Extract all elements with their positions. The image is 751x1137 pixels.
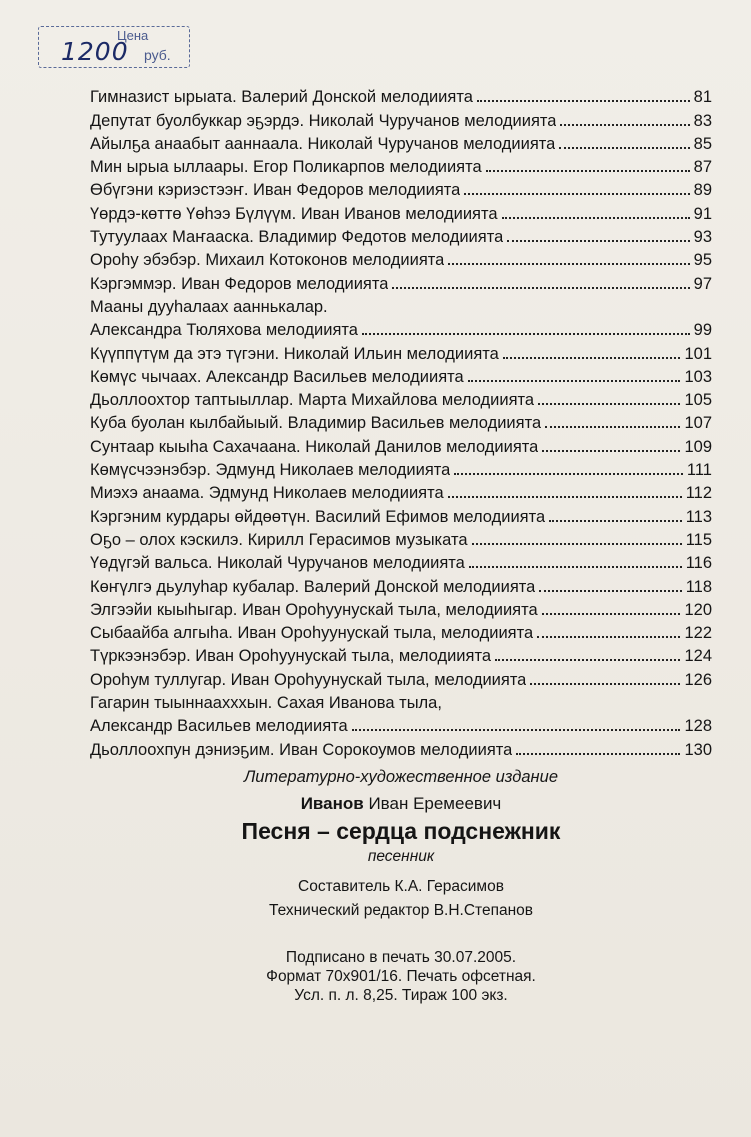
toc-entry-page: 91 — [693, 204, 712, 223]
signed-to-print: Подписано в печать 30.07.2005. — [285, 949, 517, 966]
price-stamp — [38, 26, 190, 68]
toc-entry-page: 105 — [684, 391, 712, 410]
toc-entry — [90, 736, 712, 759]
toc-entry — [90, 387, 712, 410]
toc-entry-title: Миэхэ анаама. Эдмунд Николаев мелодиията — [90, 484, 444, 503]
toc-entry-page: 103 — [684, 367, 712, 386]
toc-entry-title: Кэргэним курдары өйдөөтүн. Василий Ефимов мелодиията — [90, 507, 546, 526]
toc-entry-page: 124 — [684, 647, 712, 666]
toc-leader-dots — [472, 543, 682, 545]
toc-leader-dots — [464, 193, 689, 195]
toc-entry-title: Кэргэммэр. Иван Федоров мелодиията — [90, 274, 389, 293]
toc-entry — [90, 503, 712, 526]
toc-entry-page: 93 — [693, 228, 712, 247]
toc-entry — [90, 620, 712, 643]
toc-entry — [90, 131, 712, 154]
book-title: Песня – сердца подснежник — [241, 818, 561, 844]
toc-leader-dots — [362, 333, 690, 335]
toc-entry-title: Тутуулаах Маҥааска. Владимир Федотов мелодиията — [90, 228, 504, 247]
toc-entry-title: Көҥүлгэ дьулуһар кубалар. Валерий Донской мелодиията — [90, 577, 536, 596]
toc-entry — [90, 480, 712, 503]
toc-entry-page: 126 — [684, 670, 712, 689]
toc-leader-dots — [352, 729, 681, 731]
toc-leader-dots — [468, 380, 681, 382]
toc-leader-dots — [392, 287, 689, 289]
toc-entry — [90, 527, 712, 550]
toc-entry-page: 109 — [684, 437, 712, 456]
toc-entry — [90, 84, 712, 107]
toc-entry-title: Сыбаайба алгыһа. Иван Ороһуунускай тыла, мелодиията — [90, 624, 534, 643]
toc-entry-page: 83 — [693, 111, 712, 130]
toc-entry — [90, 247, 712, 270]
toc-entry-title: Өбүгэни кэриэстээҥ. Иван Федоров мелодиията — [90, 181, 461, 200]
toc-entry-title: Үөрдэ-көттө Үөһээ Бүлүүм. Иван Иванов мелодиията — [90, 204, 498, 223]
toc-leader-dots — [495, 659, 680, 661]
toc-entry-page: 97 — [693, 274, 712, 293]
toc-entry-title: Көмүсчээнэбэр. Эдмунд Николаев мелодиията — [90, 461, 451, 480]
toc-entry-page: 115 — [685, 530, 712, 549]
toc-entry-page: 122 — [684, 624, 712, 643]
toc-entry — [90, 364, 712, 387]
toc-entry — [90, 107, 712, 130]
toc-leader-dots — [486, 170, 690, 172]
toc-entry-title: Көмүс чычаах. Александр Васильев мелодиията — [90, 367, 464, 386]
toc-entry — [90, 666, 712, 689]
toc-leader-dots — [537, 636, 680, 638]
toc-entry — [90, 690, 712, 713]
toc-entry — [90, 294, 712, 317]
tech-editor-credit: Технический редактор В.Н.Степанов — [269, 902, 533, 919]
toc-entry-page: 130 — [684, 740, 712, 759]
toc-entry-page: 118 — [685, 577, 712, 596]
print-format: Формат 70х901/16. Печать офсетная. — [266, 968, 536, 985]
toc-entry-title: Элгээйи кыыһыгар. Иван Ороһуунускай тыла, мелодиията — [90, 600, 538, 619]
toc-entry-page: 128 — [684, 717, 712, 736]
toc-leader-dots — [469, 566, 682, 568]
toc-leader-dots — [542, 613, 681, 615]
toc-entry — [90, 457, 712, 480]
toc-entry — [90, 643, 712, 666]
toc-leader-dots — [545, 426, 680, 428]
toc-entry-title: Сунтаар кыыһа Сахачаана. Николай Данилов мелодиията — [90, 437, 539, 456]
toc-entry-title: Айылҕа анаабыт ааннаала. Николай Чуручанов мелодиията — [90, 134, 556, 153]
toc-entry — [90, 573, 712, 596]
toc-entry — [90, 177, 712, 200]
author-name — [90, 794, 712, 814]
toc-leader-dots — [448, 496, 682, 498]
print-volume: Усл. п. л. 8,25. Тираж 100 экз. — [294, 987, 508, 1004]
toc-entry — [90, 154, 712, 177]
toc-entry-title: Дьоллоохтор таптыыллар. Марта Михайлова мелодиията — [90, 391, 535, 410]
toc-leader-dots — [503, 357, 681, 359]
toc-entry-page: 101 — [684, 344, 712, 363]
toc-leader-dots — [448, 263, 689, 265]
toc-leader-dots — [560, 124, 689, 126]
toc-entry-page: 89 — [693, 181, 712, 200]
toc-entry-title: Гагарин тыыннаахххын. Сахая Иванова тыла, — [90, 694, 442, 713]
toc-entry — [90, 433, 712, 456]
toc-leader-dots — [542, 450, 680, 452]
toc-entry — [90, 340, 712, 363]
price-unit: руб. — [144, 47, 171, 63]
toc-entry-page: 111 — [686, 461, 712, 480]
toc-entry-title: Депутат буолбуккар эҕэрдэ. Николай Чуручанов мелодиията — [90, 111, 557, 130]
toc-leader-dots — [559, 147, 689, 149]
toc-entry-title: Дьоллоохпун дэниэҕим. Иван Сорокоумов мелодиията — [90, 740, 513, 759]
toc-entry — [90, 550, 712, 573]
toc-leader-dots — [538, 403, 680, 405]
toc-leader-dots — [530, 683, 680, 685]
toc-entry-page: 87 — [693, 158, 712, 177]
toc-entry — [90, 317, 712, 340]
toc-leader-dots — [539, 590, 681, 592]
toc-entry-title: Гимназист ырыата. Валерий Донской мелодиията — [90, 88, 473, 107]
toc-entry-page: 99 — [693, 321, 712, 340]
toc-entry-title: Куба буолан кылбайыый. Владимир Васильев мелодиията — [90, 414, 542, 433]
toc-entry-title: Ороһум туллугар. Иван Ороһуунускай тыла, мелодиията — [90, 670, 527, 689]
toc-entry-page: 113 — [685, 507, 712, 526]
toc-leader-dots — [507, 240, 689, 242]
edition-genre: Литературно-художественное издание — [243, 768, 558, 786]
toc-entry-title: Александра Тюляхова мелодиията — [90, 321, 358, 340]
book-subtitle: песенник — [367, 848, 435, 865]
toc-entry-page: 107 — [684, 414, 712, 433]
toc-leader-dots — [454, 473, 683, 475]
toc-leader-dots — [516, 753, 680, 755]
toc-entry-title: Оҕо – олох кэскилэ. Кирилл Герасимов музыката — [90, 530, 468, 549]
toc-entry — [90, 200, 712, 223]
author-last-name: Иванов — [300, 794, 364, 813]
toc-entry-title: Күүппүтүм да этэ түгэни. Николай Ильин мелодиията — [90, 344, 499, 363]
price-value: 1200 — [61, 37, 129, 66]
toc-entry-page: 85 — [693, 134, 712, 153]
toc-entry-title: Александр Васильев мелодиията — [90, 717, 348, 736]
toc-entry-page: 95 — [693, 251, 712, 270]
toc-entry-page: 112 — [685, 484, 712, 503]
toc-entry-title: Мин ырыа ыллаары. Егор Поликарпов мелодиията — [90, 158, 482, 177]
toc-leader-dots — [549, 520, 682, 522]
toc-entry-page: 116 — [685, 554, 712, 573]
author-first-names: Иван Еремеевич — [368, 794, 502, 813]
toc-entry — [90, 410, 712, 433]
toc-entry-title: Түркээнэбэр. Иван Ороһуунускай тыла, мелодиията — [90, 647, 492, 666]
toc-entry-title: Мааны дууһалаах ааннькалар. — [90, 297, 328, 316]
toc-entry-title: Ороһу эбэбэр. Михаил Котоконов мелодиията — [90, 251, 445, 270]
toc-entry-page: 120 — [684, 600, 712, 619]
print-details — [90, 948, 712, 1005]
toc-entry-title: Үөдүгэй вальса. Николай Чуручанов мелодиията — [90, 554, 465, 573]
price-stamp-label: Цена — [117, 28, 149, 43]
table-of-contents — [90, 84, 712, 760]
toc-leader-dots — [477, 100, 690, 102]
toc-entry-page: 81 — [693, 88, 712, 107]
compiler-credit: Составитель К.А. Герасимов — [298, 878, 504, 895]
toc-entry — [90, 597, 712, 620]
toc-entry — [90, 270, 712, 293]
toc-entry — [90, 713, 712, 736]
toc-leader-dots — [502, 217, 690, 219]
toc-entry — [90, 224, 712, 247]
